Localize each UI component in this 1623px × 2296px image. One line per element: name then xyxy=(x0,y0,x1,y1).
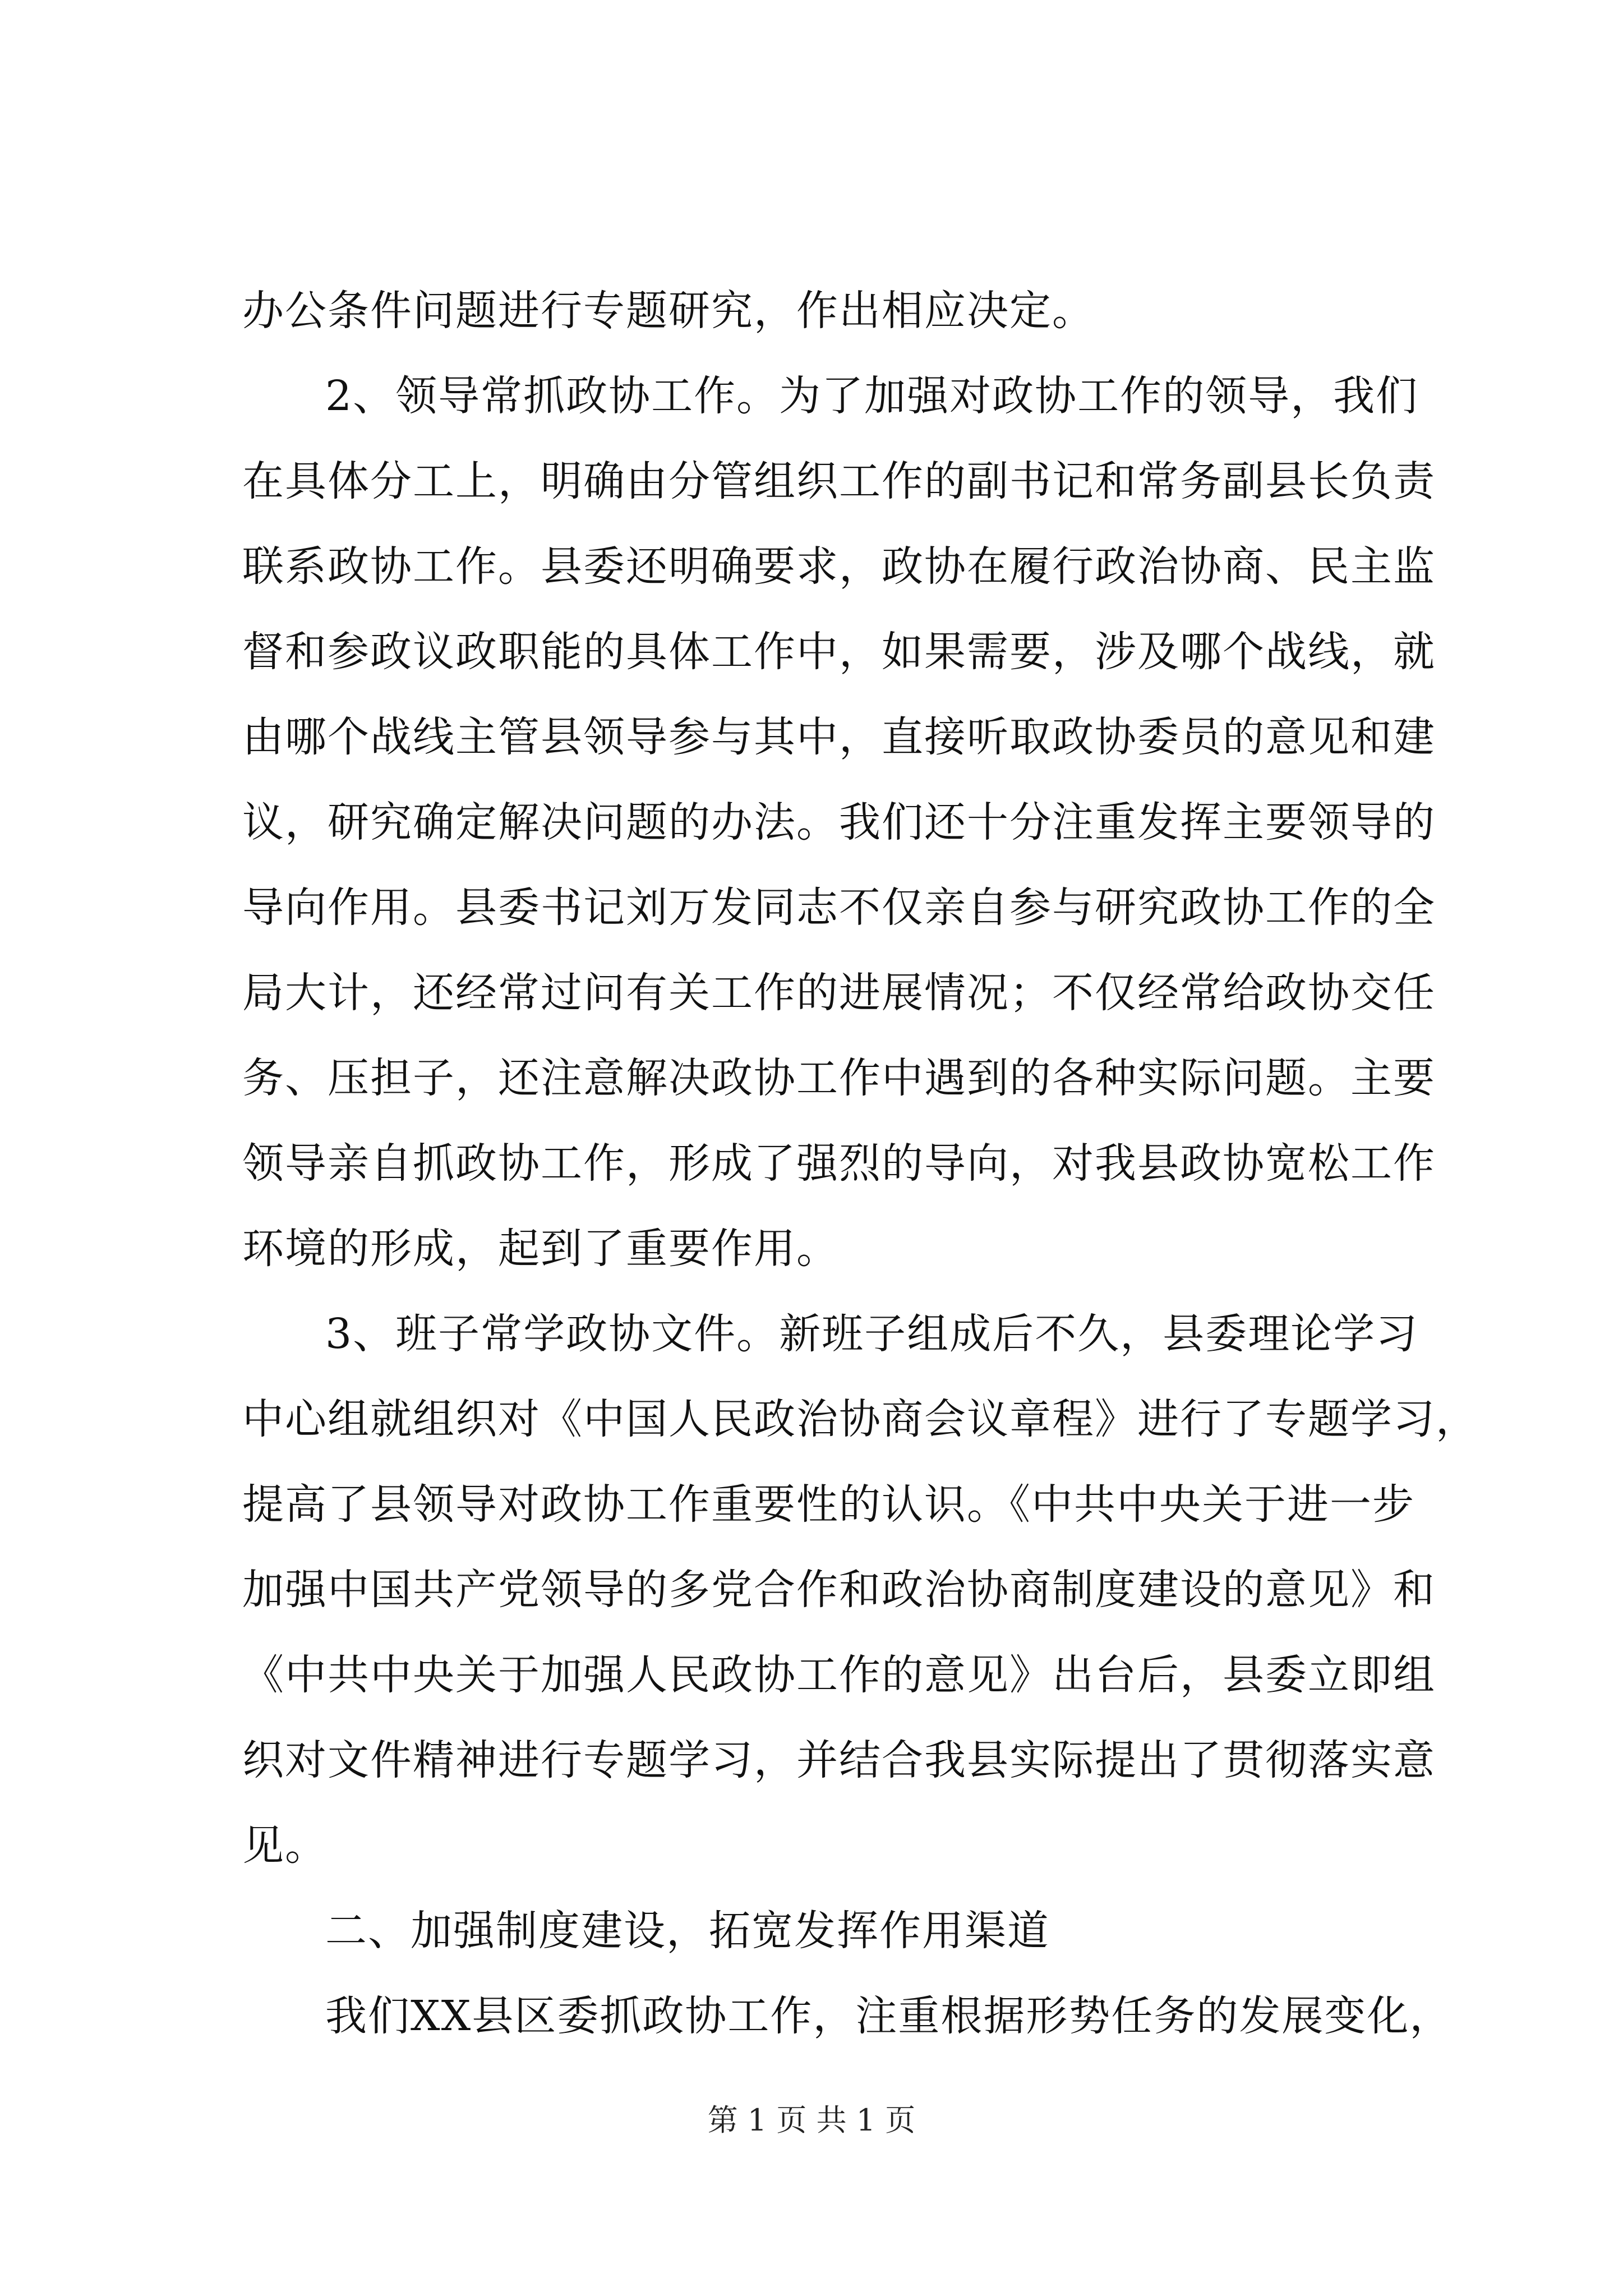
section-heading: 二、加强制度建设，拓宽发挥作用渠道 xyxy=(325,1907,1050,1955)
text-line-3: 在具体分工上，明确由分管组织工作的副书记和常务副县长负责 xyxy=(242,457,1436,505)
text-line-21: 我们XX县区委抓政协工作，注重根据形势任务的发展变化， xyxy=(325,1992,1453,2040)
text-line-16: 加强中国共产党领导的多党合作和政治协商制度建设的意见》和 xyxy=(242,1566,1436,1614)
text-line-9: 局大计，还经常过问有关工作的进展情况；不仅经常给政协交任 xyxy=(242,969,1436,1017)
text-line-1: 办公条件问题进行专题研究，作出相应决定。 xyxy=(242,287,1095,335)
text-line-10: 务、压担子，还注意解决政协工作中遇到的各种实际问题。主要 xyxy=(242,1054,1436,1102)
text-line-8: 导向作用。县委书记刘万发同志不仅亲自参与研究政协工作的全 xyxy=(242,884,1436,932)
document-body xyxy=(242,268,1478,2059)
text-line-13: 3、班子常学政协文件。新班子组成后不久，县委理论学习 xyxy=(325,1310,1419,1358)
text-line-2: 2、领导常抓政协工作。为了加强对政协工作的领导，我们 xyxy=(325,372,1419,420)
text-line-17: 《中共中央关于加强人民政协工作的意见》出台后，县委立即组 xyxy=(242,1651,1436,1699)
text-line-12: 环境的形成，起到了重要作用。 xyxy=(242,1225,839,1273)
page-footer: 第 1 页 共 1 页 xyxy=(707,2102,916,2138)
text-line-7: 议，研究确定解决问题的办法。我们还十分注重发挥主要领导的 xyxy=(242,798,1436,846)
text-line-19: 见。 xyxy=(242,1821,328,1870)
text-line-11: 领导亲自抓政协工作，形成了强烈的导向，对我县政协宽松工作 xyxy=(242,1139,1436,1188)
text-line-6: 由哪个战线主管县领导参与其中，直接听取政协委员的意见和建 xyxy=(242,713,1436,761)
text-line-4: 联系政协工作。县委还明确要求，政协在履行政治协商、民主监 xyxy=(242,542,1436,591)
text-line-14: 中心组就组织对《中国人民政治协商会议章程》进行了专题学习， xyxy=(242,1395,1478,1443)
text-line-15: 提高了县领导对政协工作重要性的认识。《中共中央关于进一步 xyxy=(242,1480,1415,1529)
text-line-5: 督和参政议政职能的具体工作中，如果需要，涉及哪个战线，就 xyxy=(242,628,1436,676)
text-line-18: 织对文件精神进行专题学习，并结合我县实际提出了贯彻落实意 xyxy=(242,1736,1436,1784)
